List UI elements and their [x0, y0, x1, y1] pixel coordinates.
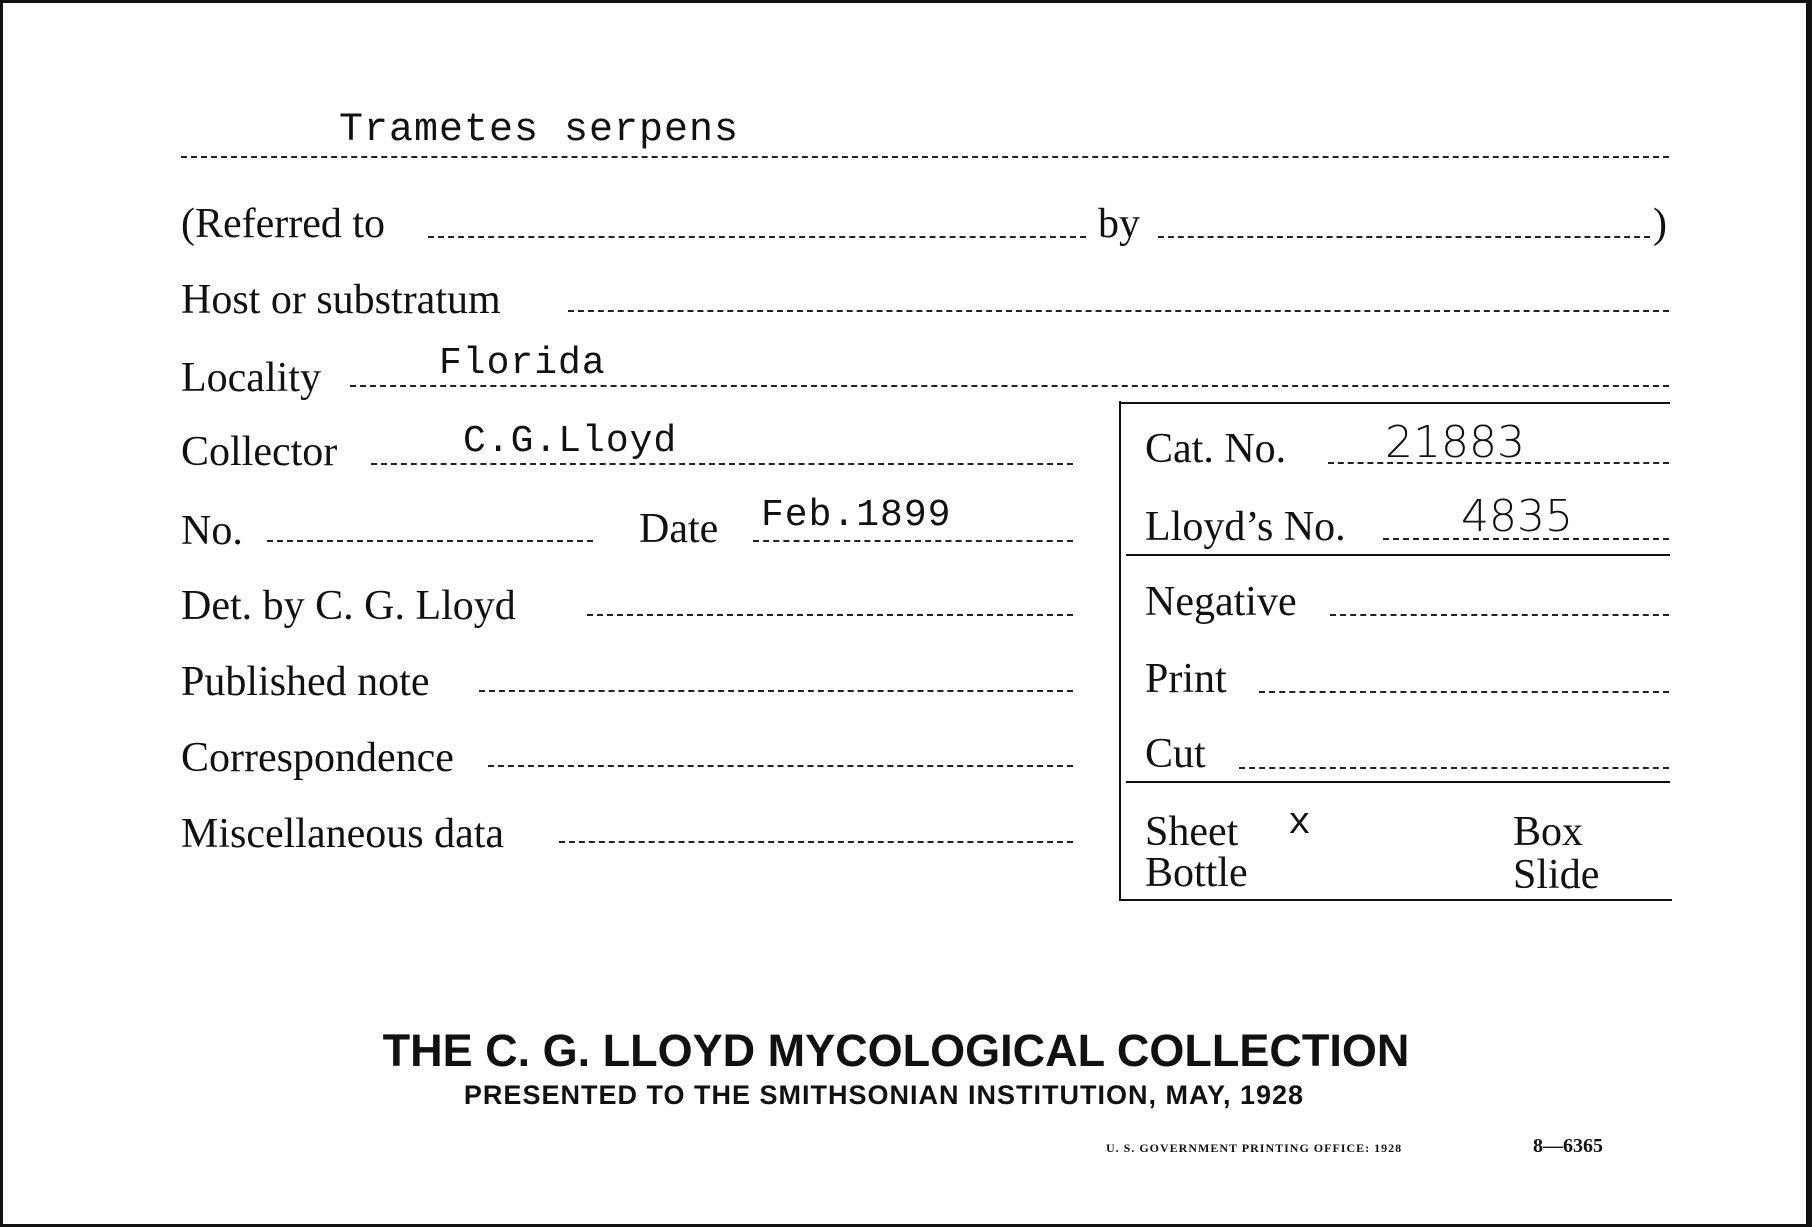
referred-to-label: (Referred to [181, 201, 386, 247]
host-line [568, 310, 1669, 312]
locality-label: Locality [181, 355, 321, 401]
by-line [1158, 236, 1650, 238]
form-number: 8—6365 [1533, 1135, 1603, 1157]
host-label: Host or substratum [181, 277, 501, 323]
misc-data-label: Miscellaneous data [181, 811, 505, 857]
lloyds-no-label: Lloyd’s No. [1145, 504, 1346, 550]
published-note-label: Published note [181, 659, 430, 705]
cat-no-line [1328, 462, 1669, 464]
box-label: Box [1513, 809, 1584, 855]
printing-office-imprint: U. S. GOVERNMENT PRINTING OFFICE: 1928 [1106, 1141, 1403, 1155]
print-line [1259, 691, 1669, 693]
print-label: Print [1145, 656, 1227, 702]
referred-to-line [428, 236, 1086, 238]
slide-label: Slide [1513, 852, 1600, 898]
sheet-label: Sheet [1145, 809, 1239, 855]
collection-subtitle: PRESENTED TO THE SMITHSONIAN INSTITUTION, MAY, 1928 [463, 1080, 1305, 1110]
cut-line [1239, 767, 1669, 769]
date-value: Feb.1899 [761, 494, 952, 537]
no-label: No. [181, 508, 243, 554]
cat-no-label: Cat. No. [1145, 426, 1287, 472]
det-by-line [587, 614, 1073, 616]
lloyds-no-line [1383, 538, 1669, 540]
collection-title: THE C. G. LLOYD MYCOLOGICAL COLLECTION [382, 1025, 1410, 1076]
catalog-box-top [1121, 402, 1670, 404]
locality-value: Florida [439, 342, 606, 385]
catalog-rule-1 [1126, 554, 1670, 556]
catalog-box-bottom [1121, 899, 1672, 901]
date-line [753, 540, 1073, 542]
catalog-box-divider [1119, 401, 1121, 901]
negative-label: Negative [1145, 579, 1297, 625]
cat-no-value: 21883 [1385, 417, 1525, 468]
correspondence-line [488, 765, 1073, 767]
closing-paren: ) [1653, 201, 1667, 247]
catalog-rule-2 [1126, 781, 1670, 783]
det-by-label: Det. by C. G. Lloyd [181, 583, 516, 629]
negative-line [1330, 614, 1669, 616]
species-name: Trametes serpens [339, 108, 740, 153]
cut-label: Cut [1145, 731, 1206, 777]
correspondence-label: Correspondence [181, 735, 454, 781]
locality-line [350, 385, 1669, 387]
sheet-mark: x [1288, 802, 1312, 845]
collector-label: Collector [181, 429, 338, 475]
lloyds-no-value: 4835 [1461, 491, 1573, 542]
bottle-label: Bottle [1145, 850, 1248, 896]
date-label: Date [639, 506, 719, 552]
collector-line [371, 463, 1073, 465]
no-line [267, 540, 593, 542]
misc-data-line [559, 841, 1073, 843]
published-note-line [479, 690, 1073, 692]
species-line [181, 156, 1669, 158]
by-label: by [1098, 201, 1140, 247]
collector-value: C.G.Lloyd [463, 420, 678, 463]
